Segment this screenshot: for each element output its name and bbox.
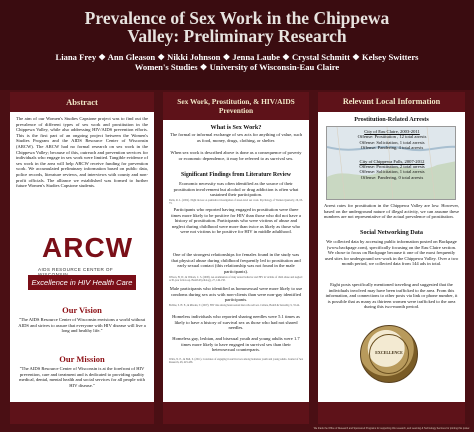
university-seal bbox=[360, 325, 418, 383]
arrests-map-image bbox=[326, 126, 456, 200]
middle-column bbox=[163, 92, 309, 424]
left-footer-bar bbox=[10, 402, 154, 424]
poster-title bbox=[0, 0, 474, 45]
vision-heading: Our Vision bbox=[62, 305, 102, 315]
right-header-bar bbox=[318, 92, 465, 112]
arcw-logo-tagline: Excellence in HIV Health Care bbox=[28, 275, 136, 290]
right-column bbox=[318, 92, 465, 424]
middle-header-bar bbox=[163, 92, 309, 120]
what-is-sex-work-heading: What is Sex Work? bbox=[210, 124, 262, 131]
poster-header bbox=[0, 0, 474, 90]
arrests-heading: Prostitution-Related Arrests bbox=[354, 116, 429, 123]
citation-4: Walls, N. E., & Bell, S. (2011). Correlates of engaging in survival sex among homeless youth and young adults. Journal of Sex Research, 48, 423-436. bbox=[169, 358, 303, 365]
citation-1: Dalla, R. L. (2002). Night moves: A qualitative investigation of street-level sex work. Psychology of Women Quarterly, 26, 63-73. bbox=[169, 199, 303, 206]
abstract-heading: Abstract bbox=[66, 97, 98, 107]
middle-footer-bar bbox=[163, 402, 309, 424]
findings-text-1: Economic necessity was often identified as the source of their prostitution involvement but alcohol or drug addiction is often what sustained their participation. bbox=[173, 181, 299, 198]
chippewa-falls-arrests-title: City of Chippewa Falls, 2007-2012 bbox=[359, 158, 425, 164]
findings-text-3: One of the strongest relationships for females found in the study was that physical abuse during childhood frequently led to prostitution and early sexual contact (this relationship was not found in the male participants). bbox=[171, 252, 301, 274]
affiliation-line: Women's Studies ❖ University of Wisconsin-Eau Claire bbox=[134, 62, 340, 72]
chippewa-falls-arrests-line-1: Offense: Prostitution, 2 total arrests bbox=[359, 164, 425, 170]
eau-claire-arrests-line-3: Offense: Pandering, 4 total arrests bbox=[360, 145, 424, 151]
findings-text-2: Participants who reported having engaged in prostitution were three times more likely to be positive for HIV than those who did not have a history of prostitution. Participants who were victims of abuse and neglect during childhood were more than twice as likely as those who were not victims to be positive for HIV in middle adulthood. bbox=[171, 207, 301, 235]
vision-text: "The AIDS Resource Center of Wisconsin envisions a world without AIDS and strives to assure that everyone with HIV disease will live a long and healthy life." bbox=[18, 317, 146, 334]
eau-claire-arrests-line-1: Offense: Prostitution , 12 total arrests bbox=[357, 134, 427, 140]
seal-text: EXCELLENCE bbox=[375, 350, 403, 355]
middle-heading: Sex Work, Prostitution, & HIV/AIDS Prevention bbox=[177, 97, 295, 115]
arcw-logo-subtitle: AIDS RESOURCE CENTER OF bbox=[38, 267, 114, 272]
findings-text-6: Homeless gay, lesbian, and bisexual youth and young adults were 1.7 times more likely to have engaged in survival sex than their heterosexual counterparts. bbox=[172, 336, 300, 353]
chippewa-falls-arrests-line-2: Offense: Solicitation, 1 total arrests bbox=[359, 169, 425, 175]
mission-text: "The AIDS Resource Center of Wisconsin is at the forefront of HIV prevention, care and treatment and is dedicated to providing quality medical, dental, mental health and social services for all people with HIV disease." bbox=[19, 366, 145, 388]
right-footer-bar bbox=[318, 402, 465, 424]
citation-2: Wilson, H. W., & Widom, C. S. (2008). An examination of risky sexual behavior and HIV in victims of child abuse and neglect: A 30-year follow-up. Health Psychology, 27, 149-158. bbox=[169, 276, 303, 283]
arrests-list bbox=[333, 129, 451, 180]
social-networking-heading: Social Networking Data bbox=[360, 229, 423, 236]
what-is-sex-work-text-2: When sex work is described above is done as a consequence of poverty or economic dependence, it may be referred to as survival sex. bbox=[170, 150, 302, 161]
mission-heading: Our Mission bbox=[59, 354, 105, 364]
abstract-text: The aim of our Women's Studies Capstone project was to find out the prevalence of different types of sex work and prostitution in the Chippewa Valley, while also addressing HIV/AIDS prevention efforts. This is the first part of an ongoing project between the Women's Studies Program and the AIDS Resource Center of Wisconsin (ARCW). The ARCW had no formal research on sex work in the Chippewa Valley; because of this, outreach and prevention services for individuals who engage in sex work were limited. Tangible evidence of sex work in the area will help ARCW receive funding for prevention work. We accumulated preliminary information based on public data, police records, literature reviews, and interviews with county and non-profit officials. The alliance we established was formed to further future Women's Studies Capstone students. bbox=[16, 116, 148, 189]
title-line-2: Valley: Preliminary Research bbox=[127, 26, 347, 46]
findings-heading: Significant Findings from Literature Review bbox=[181, 172, 291, 178]
chippewa-falls-arrests-line-3: Offense: Pandering, 0 total arrests bbox=[360, 174, 424, 180]
social-networking-text-1: We collected data by accessing public information posted on Backpage (www.backpage.com), specifically focusing on the Eau Claire section. We chose to focus on Backpage because it one of the most frequently used sites for underground sex-work in the Chippewa Valley. Over a two month period, we collected data from 144 ads in total. bbox=[324, 239, 459, 267]
eau-claire-arrests-line-2: Offense: Solicitation, 1 total arrests bbox=[359, 139, 425, 145]
title-line-1: Prevalence of Sex Work in the Chippewa bbox=[84, 8, 390, 28]
citation-3: Bobbie, S. H. E., & Rhodes, T. (2007). HIV risk among heterosexual men who sell sex. Culture, Health & Sexuality, 9, 33-44. bbox=[169, 304, 300, 307]
abstract-header-bar bbox=[10, 92, 154, 112]
footer-acknowledgement: We thank the Office of Research and Sponsored Programs for supporting this research, and Learning & Technology Services for printing this poster. bbox=[313, 427, 470, 430]
authors-line: Liana Frey ❖ Ann Gleason ❖ Nikki Johnson ❖ Jenna Laube ❖ Crystal Schmitt ❖ Kelsey Switters bbox=[55, 52, 419, 62]
what-is-sex-work-text-1: The formal or informal exchange of sex acts for anything of value, such as food, money, drugs, clothing, or shelter. bbox=[169, 132, 303, 143]
arcw-logo bbox=[28, 232, 136, 298]
social-networking-text-2: Eight posts specifically mentioned traveling and suggested that the individuals involved may have been trafficked to the area. From this information, and connections to other posts via link or phone number, it is possible that as many as thirteen women were trafficked to the area during this two-month period. bbox=[325, 282, 458, 310]
arrests-text: Arrest rates for prostitution in the Chippewa Valley are low. However, based on the underground nature of illegal activity, we can assume these numbers are not representative of the actual prevalence of prostitution. bbox=[324, 203, 459, 220]
arcw-logo-letters: ARCW bbox=[42, 232, 134, 263]
findings-text-5: Homeless individuals who reported sharing needles were 5.1 times as likely to have a history of survival sex as those who had not shared needles. bbox=[172, 314, 300, 331]
eau-claire-arrests-title: City of Eau Claire, 2003-2011 bbox=[364, 129, 420, 134]
findings-text-4: Male participants who identified as homosexual were more likely to use condoms during sex acts with non-clients than were non-gay identified participants. bbox=[169, 286, 303, 303]
left-column bbox=[10, 92, 154, 424]
right-heading: Relevant Local Information bbox=[342, 97, 441, 106]
